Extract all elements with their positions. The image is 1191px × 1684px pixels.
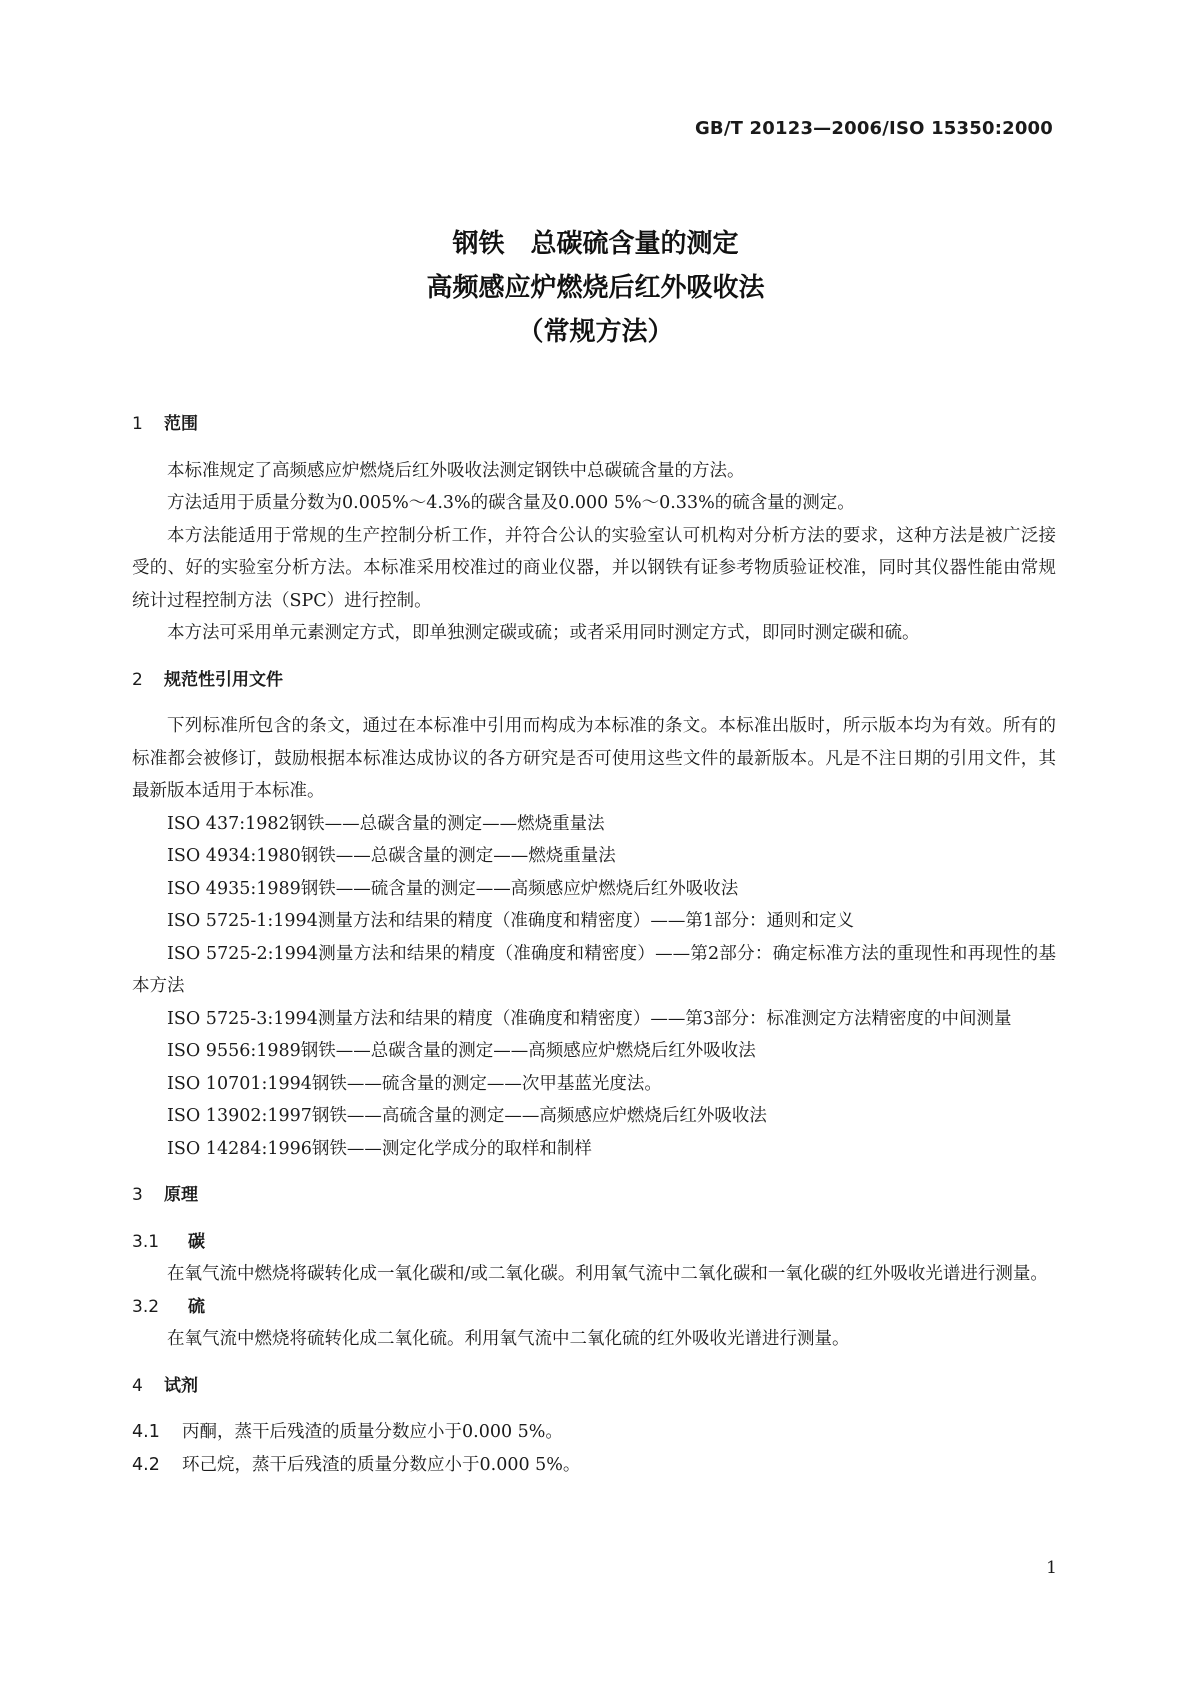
reference-title: 钢铁——总碳含量的测定——燃烧重量法 bbox=[300, 846, 616, 866]
reference-code: ISO 4935:1989 bbox=[167, 878, 301, 899]
section-title: 范围 bbox=[164, 414, 198, 434]
reference-code: ISO 13902:1997 bbox=[167, 1106, 312, 1126]
subsection-title: 碳 bbox=[188, 1231, 205, 1252]
paragraph: 本方法能适用于常规的生产控制分析工作，并符合公认的实验室认可机构对分析方法的要求，这种方法是被广泛接受的、好的实验室分析方法。本标准采用校准过的商业仪器，并以钢铁有证参考物质验证校准，同时其仪器性能由常规统计过程控制方法（SPC）进行控制。 bbox=[132, 525, 1056, 611]
reagent-number: 4.1 bbox=[132, 1422, 160, 1442]
subsection-3-1-heading bbox=[132, 1226, 1056, 1259]
paragraph: 本标准规定了高频感应炉燃烧后红外吸收法测定钢铁中总碳硫含量的方法。 bbox=[167, 460, 745, 481]
title-line-3: （常规方法） bbox=[517, 317, 674, 347]
reference-code: ISO 5725-2:1994 bbox=[167, 943, 319, 964]
reagent-item bbox=[132, 1416, 1056, 1449]
standard-code: GB/T 20123—2006/ISO 15350:2000 bbox=[694, 118, 1053, 139]
reagent-text: 环己烷，蒸干后残渣的质量分数应小于0.000 5%。 bbox=[182, 1454, 581, 1475]
reference-code: ISO 9556:1989 bbox=[167, 1041, 301, 1061]
section-4-heading bbox=[132, 1370, 1056, 1403]
section-number: 4 bbox=[132, 1375, 143, 1396]
subsection-3-2-heading bbox=[132, 1291, 1056, 1324]
paragraph: 在氧气流中燃烧将碳转化成一氧化碳和/或二氧化碳。利用氧气流中二氧化碳和一氧化碳的红外吸收光谱进行测量。 bbox=[167, 1264, 1048, 1284]
page-number: 1 bbox=[1046, 1558, 1057, 1578]
document-body bbox=[132, 408, 1056, 1481]
section-title: 原理 bbox=[164, 1185, 198, 1205]
subsection-number: 3.2 bbox=[132, 1296, 160, 1317]
reference-title: 钢铁——硫含量的测定——次甲基蓝光度法。 bbox=[311, 1073, 662, 1094]
reference-title: 钢铁——总碳含量的测定——高频感应炉燃烧后红外吸收法 bbox=[300, 1041, 756, 1061]
section-number: 3 bbox=[132, 1185, 143, 1205]
reference-item bbox=[132, 840, 1056, 873]
reagent-item bbox=[132, 1449, 1056, 1482]
section-1-heading bbox=[132, 408, 1056, 441]
paragraph: 在氧气流中燃烧将硫转化成二氧化硫。利用氧气流中二氧化硫的红外吸收光谱进行测量。 bbox=[167, 1329, 850, 1349]
subsection-number: 3.1 bbox=[132, 1231, 160, 1252]
reference-item bbox=[132, 905, 1056, 938]
reference-title: 测量方法和结果的精度（准确度和精密度）——第3部分：标准测定方法精密度的中间测量 bbox=[317, 1008, 1012, 1029]
reference-item bbox=[132, 1035, 1056, 1068]
reagent-number: 4.2 bbox=[132, 1454, 160, 1475]
reference-title: 钢铁——硫含量的测定——高频感应炉燃烧后红外吸收法 bbox=[300, 878, 739, 899]
reference-item bbox=[132, 1003, 1056, 1036]
reference-item bbox=[132, 1133, 1056, 1166]
section-title: 试剂 bbox=[164, 1375, 198, 1396]
section-number: 1 bbox=[132, 414, 143, 434]
reference-title: 测量方法和结果的精度（准确度和精密度）——第1部分：通则和定义 bbox=[317, 911, 854, 931]
reference-item bbox=[132, 1068, 1056, 1101]
reference-code: ISO 5725-3:1994 bbox=[167, 1008, 318, 1029]
reference-code: ISO 14284:1996 bbox=[167, 1138, 312, 1159]
subsection-title: 硫 bbox=[188, 1296, 205, 1317]
reagent-text: 丙酮，蒸干后残渣的质量分数应小于0.000 5%。 bbox=[182, 1422, 563, 1442]
title-line-2: 高频感应炉燃烧后红外吸收法 bbox=[426, 273, 765, 303]
reference-code: ISO 4934:1980 bbox=[167, 846, 301, 866]
reference-title: 钢铁——总碳含量的测定——燃烧重量法 bbox=[289, 813, 605, 834]
reference-item bbox=[132, 873, 1056, 906]
section-3-heading bbox=[132, 1179, 1056, 1212]
paragraph: 本方法可采用单元素测定方式，即单独测定碳或硫；或者采用同时测定方式，即同时测定碳和硫。 bbox=[167, 623, 920, 643]
reference-code: ISO 10701:1994 bbox=[167, 1073, 312, 1094]
document-title bbox=[0, 222, 1191, 354]
reference-item bbox=[132, 938, 1056, 1003]
title-line-1: 钢铁 总碳硫含量的测定 bbox=[452, 229, 739, 259]
reference-code: ISO 5725-1:1994 bbox=[167, 911, 318, 931]
section-title: 规范性引用文件 bbox=[164, 669, 283, 690]
reference-title: 钢铁——测定化学成分的取样和制样 bbox=[311, 1138, 592, 1159]
reference-item bbox=[132, 808, 1056, 841]
reference-item bbox=[132, 1100, 1056, 1133]
reference-code: ISO 437:1982 bbox=[167, 813, 290, 834]
reference-title: 钢铁——高硫含量的测定——高频感应炉燃烧后红外吸收法 bbox=[311, 1106, 767, 1126]
section-number: 2 bbox=[132, 669, 143, 690]
paragraph: 方法适用于质量分数为0.005%～4.3%的碳含量及0.000 5%～0.33%的硫含量的测定。 bbox=[167, 493, 855, 513]
section-2-heading bbox=[132, 664, 1056, 697]
reference-title: 测量方法和结果的精度（准确度和精密度）——第2部分：确定标准方法的重现性和再现性的基本方法 bbox=[132, 943, 1056, 996]
paragraph: 下列标准所包含的条文，通过在本标准中引用而构成为本标准的条文。本标准出版时，所示版本均为有效。所有的标准都会被修订，鼓励根据本标准达成协议的各方研究是否可使用这些文件的最新版本。凡是不注日期的引用文件，其最新版本适用于本标准。 bbox=[132, 716, 1056, 801]
